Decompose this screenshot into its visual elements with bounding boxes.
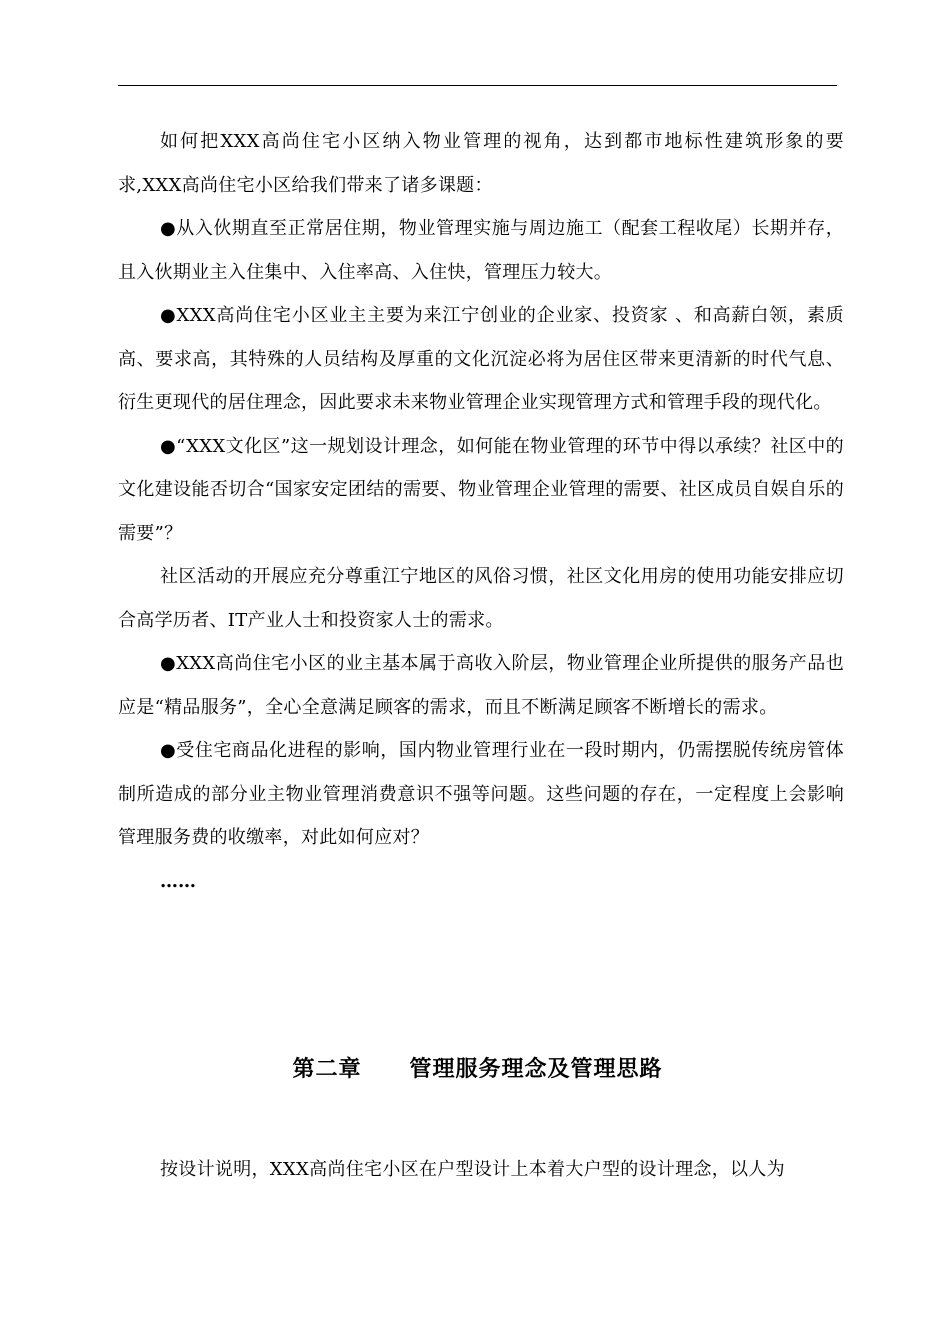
paragraph-design-description: 按设计说明，XXX高尚住宅小区在户型设计上本着大户型的设计理念，以人为 bbox=[160, 1159, 785, 1180]
paragraph-bullet-fee-collection: ●受住宅商品化进程的影响，国内物业管理行业在一段时期内，仍需摆脱传统房管体制所造成的部分业主物业管理消费意识不强等问题。这些问题的存在，一定程度上会影响管理服务费的收缴率，对此如何应对？ bbox=[118, 740, 844, 848]
paragraph-bullet-construction: ●从入伙期直至正常居住期，物业管理实施与周边施工（配套工程收尾）长期并存，且入伙期业主入住集中、入住率高、入住快，管理压力较大。 bbox=[118, 218, 844, 283]
chapter-body bbox=[118, 1148, 844, 1192]
header-rule bbox=[118, 85, 837, 86]
ellipsis: …… bbox=[160, 870, 196, 892]
paragraph-community-activities: 社区活动的开展应充分尊重江宁地区的风俗习惯，社区文化用房的使用功能安排应切合高学历者、IT产业人士和投资家人士的需求。 bbox=[118, 566, 844, 631]
paragraph-bullet-premium-service: ●XXX高尚住宅小区的业主基本属于高收入阶层，物业管理企业所提供的服务产品也应是“精品服务”，全心全意满足顾客的需求，而且不断满足顾客不断增长的需求。 bbox=[118, 653, 844, 718]
paragraph-intro: 如何把XXX高尚住宅小区纳入物业管理的视角，达到都市地标性建筑形象的要求,XXX高尚住宅小区给我们带来了诸多课题： bbox=[118, 131, 844, 196]
chapter-number: 第二章 bbox=[292, 1056, 362, 1082]
paragraph-bullet-owners: ●XXX高尚住宅小区业主主要为来江宁创业的企业家、投资家 、和高薪白领，素质高、要求高，其特殊的人员结构及厚重的文化沉淀必将为居住区带来更清新的时代气息、衍生更现代的居住理念，因此要求未来物业管理企业实现管理方式和管理手段的现代化。 bbox=[118, 305, 844, 413]
document-body bbox=[118, 120, 844, 903]
paragraph-bullet-culture: ●“XXX文化区”这一规划设计理念，如何能在物业管理的环节中得以承续？社区中的文化建设能否切合“国家安定团结的需要、物业管理企业管理的需要、社区成员自娱自乐的需要”？ bbox=[118, 435, 844, 544]
chapter-heading bbox=[118, 1052, 837, 1083]
chapter-title: 管理服务理念及管理思路 bbox=[409, 1056, 663, 1082]
